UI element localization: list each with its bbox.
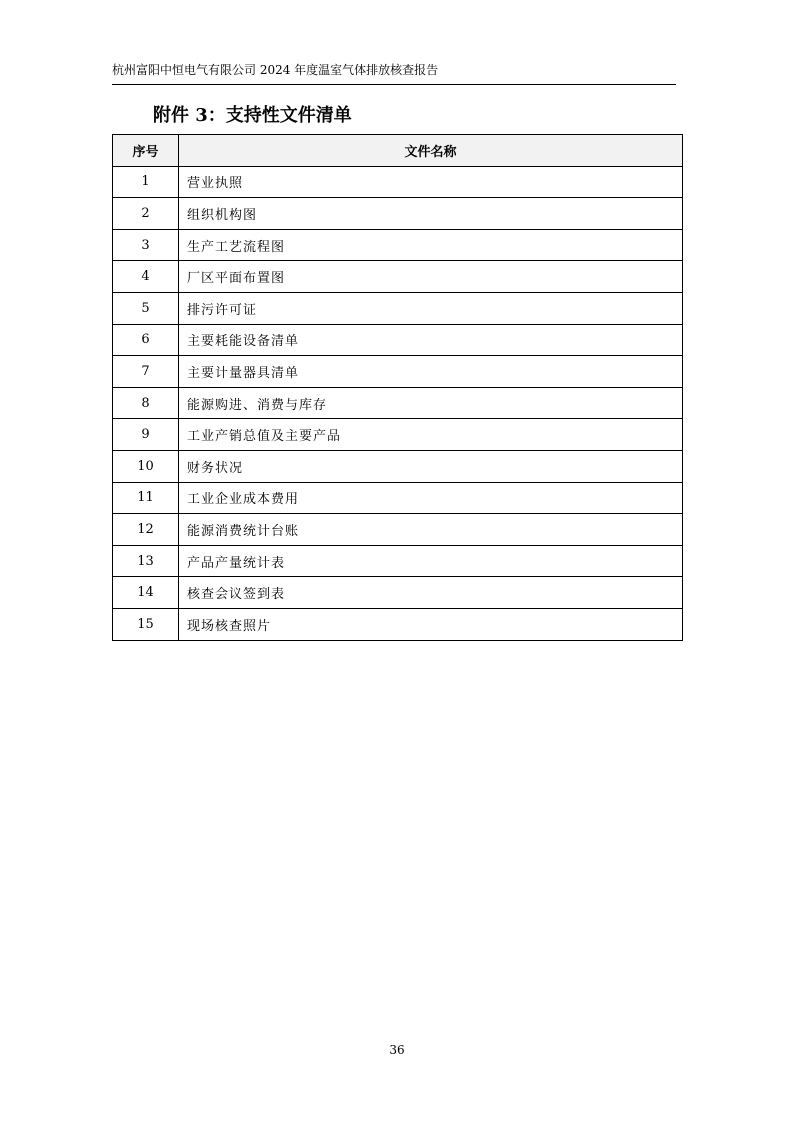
document-name: 现场核查照片	[179, 608, 683, 640]
table-row	[113, 261, 683, 293]
page-number: 36	[389, 1043, 405, 1057]
supporting-documents-table	[112, 134, 683, 641]
column-header-document-name: 文件名称	[179, 135, 683, 167]
row-number: 1	[113, 166, 179, 198]
table-row	[113, 450, 683, 482]
row-number: 2	[113, 198, 179, 230]
row-number: 14	[113, 577, 179, 609]
table-row	[113, 577, 683, 609]
table-row	[113, 608, 683, 640]
document-name: 产品产量统计表	[179, 545, 683, 577]
row-number: 12	[113, 514, 179, 546]
header-divider	[112, 84, 676, 85]
document-name: 厂区平面布置图	[179, 261, 683, 293]
document-name: 能源消费统计台账	[179, 514, 683, 546]
row-number: 11	[113, 482, 179, 514]
document-name: 组织机构图	[179, 198, 683, 230]
table-row	[113, 387, 683, 419]
table-row	[113, 166, 683, 198]
page-header: 杭州富阳中恒电气有限公司 2024 年度温室气体排放核查报告	[112, 63, 439, 77]
table-row	[113, 514, 683, 546]
table-row	[113, 356, 683, 388]
row-number: 5	[113, 292, 179, 324]
document-name: 营业执照	[179, 166, 683, 198]
row-number: 3	[113, 229, 179, 261]
row-number: 4	[113, 261, 179, 293]
document-name: 核查会议签到表	[179, 577, 683, 609]
section-title: 附件 3：支持性文件清单	[153, 105, 352, 126]
document-name: 生产工艺流程图	[179, 229, 683, 261]
row-number: 15	[113, 608, 179, 640]
table-row	[113, 545, 683, 577]
row-number: 13	[113, 545, 179, 577]
row-number: 10	[113, 450, 179, 482]
table-header-row	[113, 135, 683, 167]
row-number: 9	[113, 419, 179, 451]
table-row	[113, 198, 683, 230]
table-row	[113, 419, 683, 451]
document-name: 排污许可证	[179, 292, 683, 324]
table-row	[113, 482, 683, 514]
document-name: 主要耗能设备清单	[179, 324, 683, 356]
table-row	[113, 324, 683, 356]
document-name: 能源购进、消费与库存	[179, 387, 683, 419]
row-number: 8	[113, 387, 179, 419]
document-name: 主要计量器具清单	[179, 356, 683, 388]
document-name: 工业企业成本费用	[179, 482, 683, 514]
table-row	[113, 229, 683, 261]
document-name: 工业产销总值及主要产品	[179, 419, 683, 451]
table-row	[113, 292, 683, 324]
document-name: 财务状况	[179, 450, 683, 482]
row-number: 7	[113, 356, 179, 388]
column-header-number: 序号	[113, 135, 179, 167]
row-number: 6	[113, 324, 179, 356]
